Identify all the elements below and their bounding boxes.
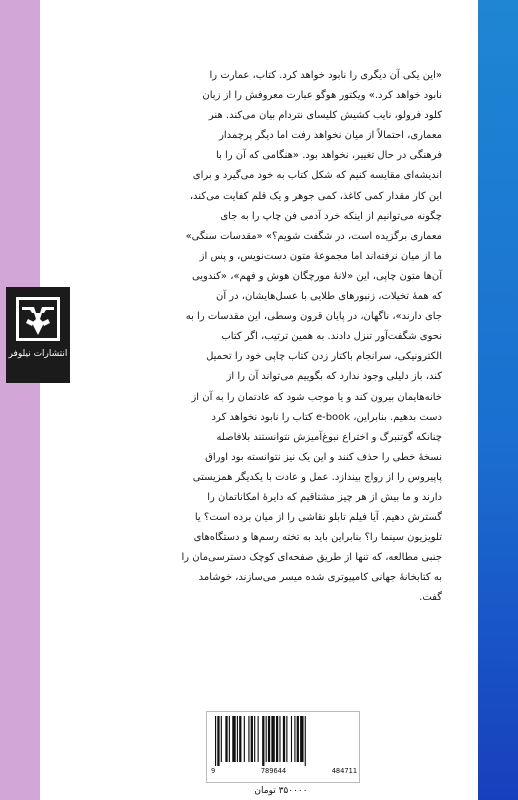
barcode-bar: [276, 716, 278, 762]
blurb-line: چگونه می‌توانیم از اینکه خرد آدمی فن چاپ را به جای: [220, 210, 442, 222]
blurb-line: معماری برگزیده است، در شگفت شویم؟» «مقدسات سنگی»: [185, 230, 442, 242]
barcode-digit-left: 789644: [260, 767, 287, 775]
blurb-line: ما از میان نرفته‌اند اما مجموعهٔ متون دست‌نویس، و پس از: [199, 250, 442, 262]
blurb-line: دارند و ما بیش از هر چیز مشتاقیم که دایرهٔ امکاناتمان را: [207, 491, 442, 503]
barcode-bar: [266, 716, 267, 762]
barcode-bar: [268, 716, 270, 762]
barcode-bar: [297, 716, 299, 762]
barcode-digit-right: 484711: [331, 767, 357, 775]
blurb-line: گسترش دهیم. آیا فیلم تابلو نقاشی را از میان برده است؟ یا: [194, 512, 442, 524]
barcode-bar: [221, 716, 222, 762]
blurb-line: کلود فرولو، نایب کشیش کلیسای نتردام بیان می‌کند. هنر: [208, 110, 442, 122]
blurb-line: فرهنگی در حال تغییر، نخواهد بود. «هنگامی که آن را با: [215, 150, 442, 162]
barcode-bar: [229, 716, 230, 762]
barcode-bar: [283, 716, 285, 762]
barcode-bar: [225, 716, 227, 762]
publisher-name: انتشارات نیلوفر: [8, 349, 68, 359]
barcode-bar: [291, 716, 292, 762]
isbn-barcode: [206, 711, 360, 783]
blurb-line: الکترونیکی، سرانجام باکتار زدن کتاب چاپی خود را تحمیل: [206, 351, 442, 363]
barcode-bar: [294, 716, 295, 762]
blurb-line: اندیشه‌ای مقایسه کنیم که شکل کتاب به خود می‌گیرد و برای: [192, 170, 442, 182]
blurb-line: چنانکه گوتنبرگ و اختراع نبوغ‌آمیزش نتوانستند بلافاصله: [216, 431, 442, 443]
blurb-line: آن‌ها متون چاپی، این «لانهٔ مورچگان هوش و فهم»، «کندویی: [191, 270, 442, 282]
blurb-line: «این یکی آن دیگری را نابود خواهد کرد. کتاب، عمارت را: [209, 70, 442, 81]
barcode-bar: [248, 716, 249, 762]
barcode-bars: [213, 716, 353, 766]
barcode-digits: [211, 766, 357, 776]
blurb-line: نابود خواهد کرد.» ویکتور هوگو عبارت معروفش را از زبان: [202, 90, 442, 102]
blurb-text: [109, 66, 442, 609]
blurb-line: گفت.: [419, 592, 442, 604]
blurb-line: نحوی شگفت‌آور تنزل دادند. به همین ترتیب، اگر کتاب: [221, 331, 442, 343]
barcode-bar: [262, 716, 264, 766]
barcode-bar: [251, 716, 253, 762]
blurb-line: خانه‌هایمان بیرون کند و یا موجب شود که عادتمان را به آن از: [191, 391, 442, 403]
blurb-line: که همهٔ تخیلات، زنبورهای طلایی با عسل‌هایشان، در آن: [216, 291, 442, 303]
publisher-logo-badge: [6, 287, 70, 383]
right-color-strip: [478, 0, 518, 800]
blurb-line: پاپیروس را از رواج بیندازد. عمل و عادت با یکدیگر همزیستی: [192, 471, 442, 483]
blurb-line: این کار مقدار کمی کاغذ، کمی جوهر و یک قلم کفایت می‌کند،: [189, 190, 442, 202]
blurb-line: تلویزیون سینما را؟ بنابراین باید به تخته رسم‌ها و دستگاه‌های: [193, 532, 442, 544]
barcode-bar: [215, 716, 216, 766]
barcode-bar: [254, 716, 255, 762]
left-color-strip: [0, 0, 40, 800]
barcode-bar: [239, 716, 241, 762]
blurb-line: جنبی مطالعه، که تنها از طریق صفحه‌ای کوچک دسترسی‌مان را: [181, 552, 442, 564]
barcode-bar: [305, 716, 306, 766]
barcode-bar: [271, 716, 274, 762]
barcode-bar: [286, 716, 287, 762]
barcode-bar: [232, 716, 235, 762]
barcode-bar: [237, 716, 238, 762]
blurb-line: به کتابخانهٔ جهانی کامپیوتری شده میسر می‌سازند، خوشامد: [198, 572, 442, 584]
barcode-bar: [258, 716, 259, 762]
blurb-line: نسخهٔ خطی را حذف کنند و این یک نیز نتوانسته بود اوراق: [205, 451, 442, 463]
barcode-bar: [279, 716, 280, 762]
blurb-line: کند، باز دلیلی وجود ندارد که بگوییم می‌تواند آن را از: [226, 371, 442, 383]
blurb-line: جای دارند»، ناگهان، در پایان قرون وسطی، این مقدسات را به: [185, 311, 442, 323]
publisher-logo-icon: [14, 295, 62, 343]
blurb-line: معماری، احتمالاً از میان نخواهد رفت اما دیگر پرچمدار: [219, 130, 442, 142]
blurb-line: دست بدهیم. بنابراین، e-book کتاب را نابود نخواهد کرد: [211, 411, 442, 423]
barcode-digit-prefix: 9: [211, 767, 216, 775]
price-label: ۳۵۰۰۰۰ تومان: [254, 786, 308, 796]
barcode-bar: [217, 716, 219, 766]
barcode-bar: [300, 716, 303, 762]
barcode-bar: [244, 716, 245, 762]
